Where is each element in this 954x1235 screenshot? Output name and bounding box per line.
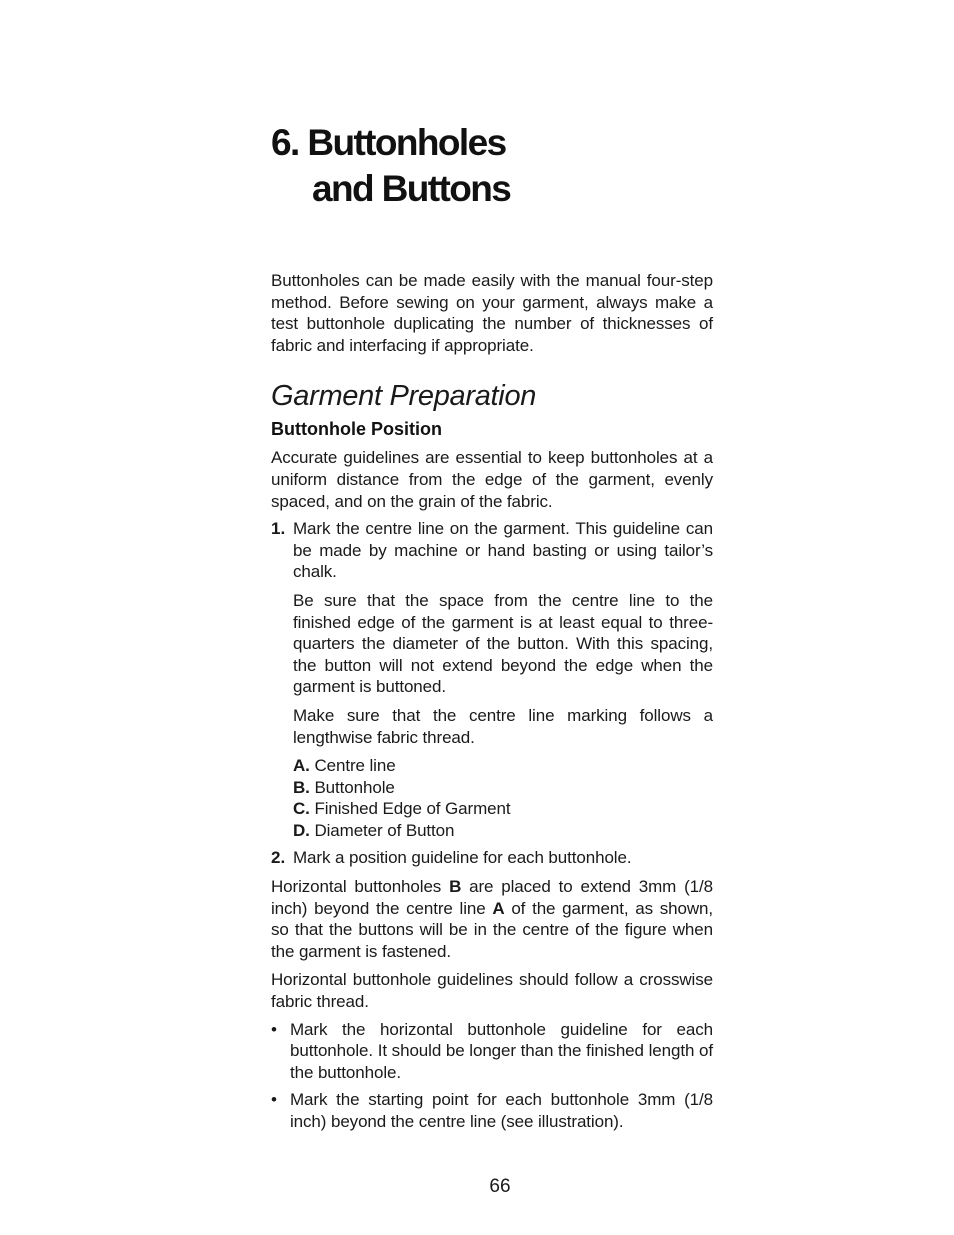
legend-item: A. Centre line: [293, 756, 396, 776]
list-item: [271, 1089, 713, 1132]
intro-paragraph: Buttonholes can be made easily with the manual four-step method. Before sewing on your garment, always make a test buttonhole duplicating the number of thicknesses of fabric and interfacing if appropriate.: [271, 271, 713, 355]
figure-legend: [271, 755, 713, 841]
page-number: 66: [489, 1176, 511, 1197]
bullet-symbol: •: [271, 1090, 277, 1110]
bullet-list: [271, 1019, 713, 1133]
step-1-thread-paragraph: Make sure that the centre line marking follows a lengthwise fabric thread.: [293, 705, 713, 747]
section-title: Garment Preparation: [271, 380, 537, 413]
legend-item: C. Finished Edge of Garment: [293, 799, 511, 819]
chapter-title: [271, 120, 713, 212]
lead-paragraph: Accurate guidelines are essential to keep buttonholes at a uniform distance from the edge of the garment, evenly spaced, and on the grain of the fabric.: [271, 448, 713, 511]
step-1-number: 1.: [271, 519, 286, 539]
step-2: [271, 847, 713, 869]
step-1-spacing-paragraph: Be sure that the space from the centre line to the finished edge of the garment is at least equal to three-quarters the diameter of the button. With this spacing, the button will not extend beyond the edge when the garment is buttoned.: [293, 590, 713, 697]
label-a: A: [492, 898, 505, 918]
legend-item: B. Buttonhole: [293, 777, 395, 797]
list-item: [271, 1019, 713, 1084]
subsection-title: Buttonhole Position: [271, 419, 442, 440]
label-b: B: [449, 877, 462, 897]
step-1: [271, 518, 713, 583]
horizontal-buttonholes-paragraph: Horizontal buttonholes B are placed to extend 3mm (1/8 inch) beyond the centre line A of the garment, as shown, so that the buttons will be in the centre of the figure when the garment is fastened.: [271, 877, 714, 961]
legend-item: D. Diameter of Button: [293, 820, 455, 840]
bullet-text: Mark the starting point for each buttonhole 3mm (1/8 inch) beyond the centre line (see illustration).: [290, 1090, 713, 1131]
step-2-text: Mark a position guideline for each buttonhole.: [293, 848, 632, 868]
chapter-title-line-2: and Buttons: [312, 168, 511, 209]
guidelines-paragraph: Horizontal buttonhole guidelines should follow a crosswise fabric thread.: [271, 970, 713, 1012]
bullet-text: Mark the horizontal buttonhole guideline for each buttonhole. It should be longer than the finished length of the buttonhole.: [290, 1019, 713, 1082]
step-1-text: Mark the centre line on the garment. This guideline can be made by machine or hand basting or using tailor’s chalk.: [293, 519, 713, 582]
manual-page: [271, 120, 713, 1133]
bullet-symbol: •: [271, 1019, 277, 1039]
step-2-number: 2.: [271, 848, 286, 868]
chapter-title-line-1: 6. Buttonholes: [271, 122, 506, 163]
